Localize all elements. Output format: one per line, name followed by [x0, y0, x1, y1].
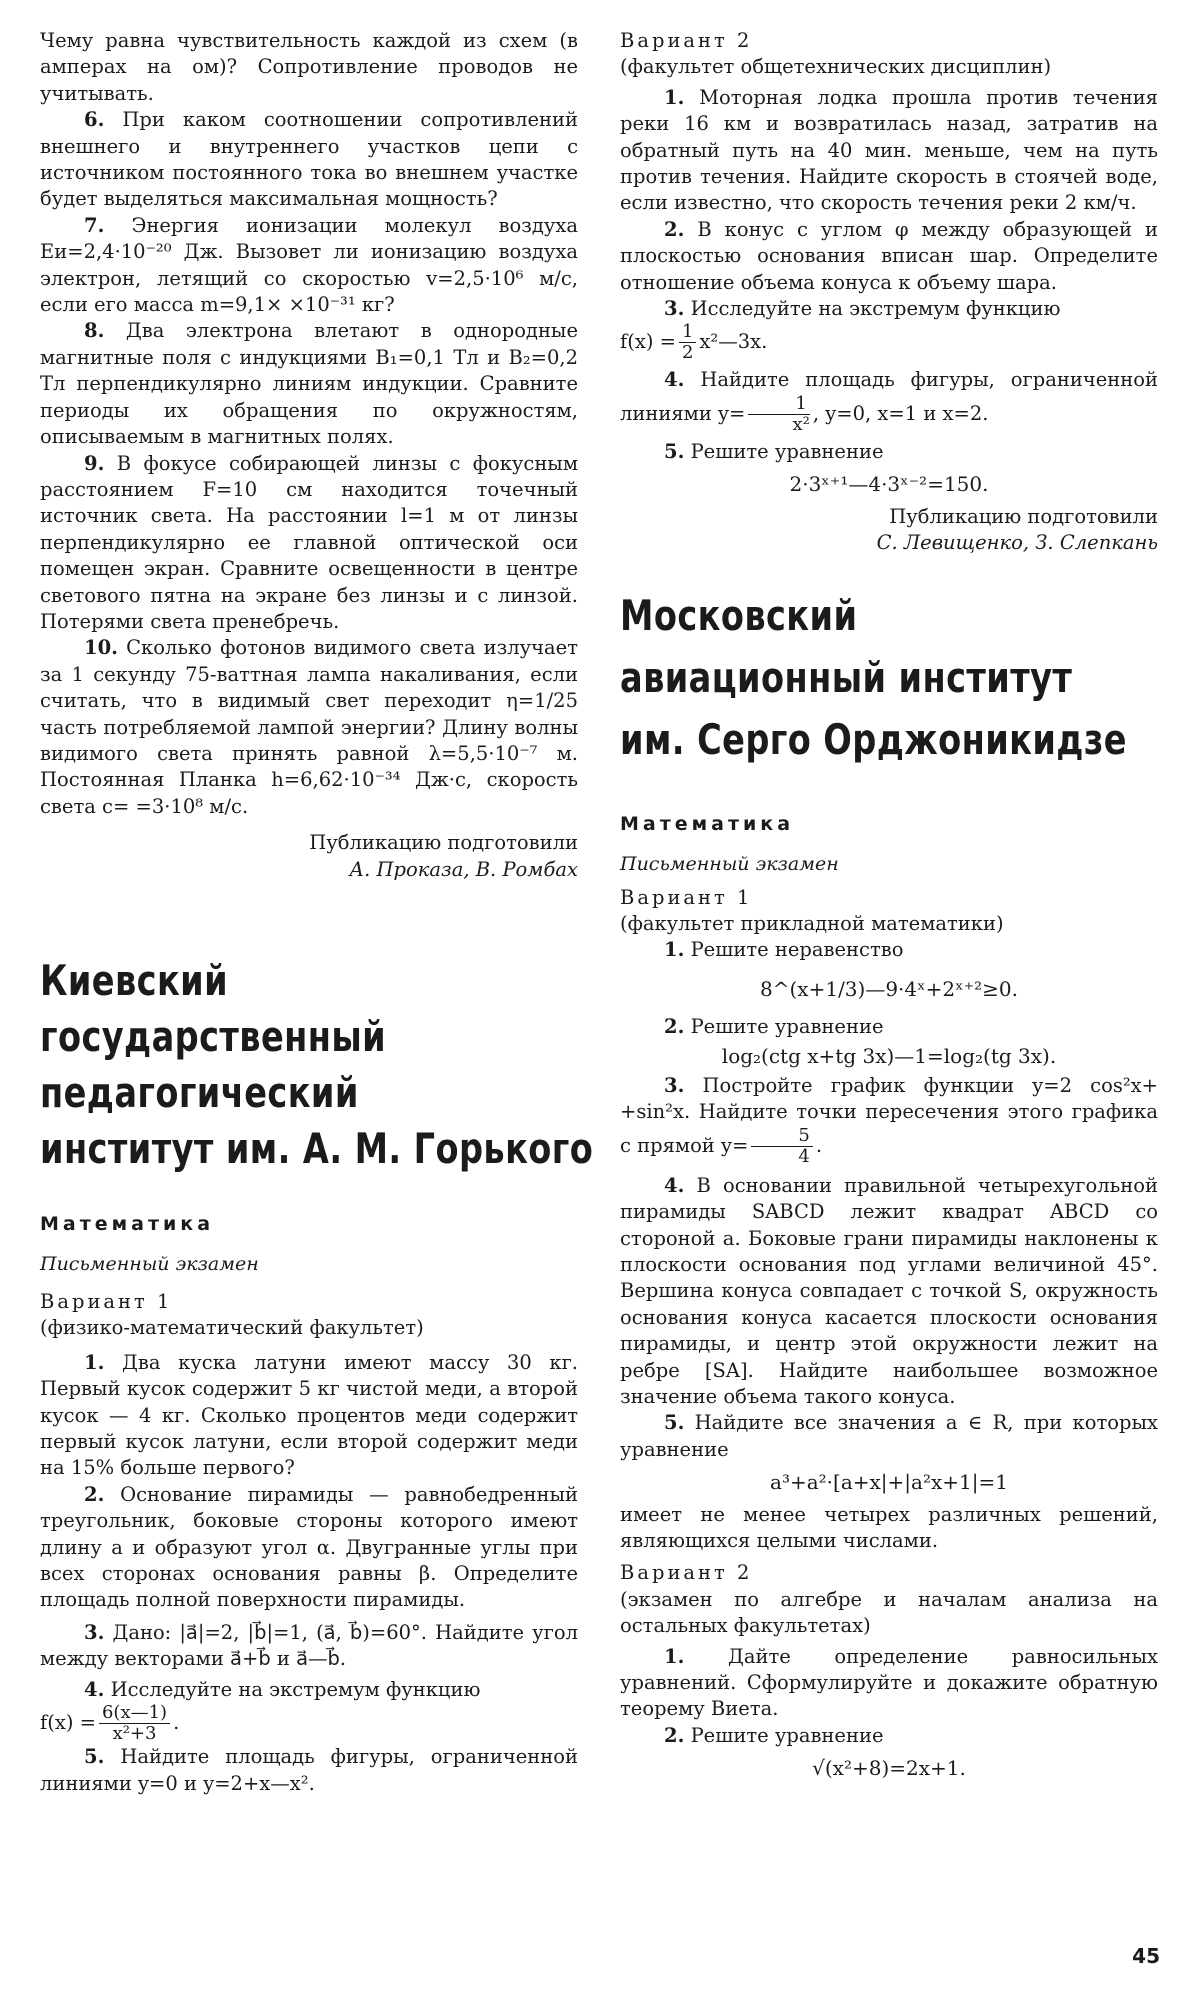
task-number: 1.	[664, 938, 685, 962]
credit-label: Публикацию подготовили	[889, 504, 1158, 528]
title-line: институт им. А. М. Горького	[40, 1124, 594, 1173]
task-4	[620, 367, 1158, 434]
fraction	[748, 394, 809, 435]
task-number: 3.	[664, 1073, 685, 1097]
task-text: Найдите все значения a ∈ R, при которых уравнение	[620, 1411, 1158, 1461]
task-text: Дано: |a⃗|=2, |b⃗|=1, (a⃗, b⃗)=60°. Найдите угол между векторами a⃗+b⃗ и a⃗—b⃗.	[40, 1620, 578, 1671]
task-4	[620, 1173, 1158, 1411]
task-1	[620, 1644, 1158, 1723]
task-4-formula: f(x) = $\frac{6(x—1)}{\text{x²+3}}$ .	[40, 1702, 180, 1745]
task-number: 1.	[664, 1644, 685, 1668]
denominator: 4	[798, 1145, 810, 1167]
task-text: В основании правильной четырехугольной пирамиды SABCD лежит квадрат ABCD со стороной a. Боковые грани пирамиды наклонены к плоскости основания под углами величиной 45°. Вершина конуса совпадает с точкой S, окружность основания конуса касается плоскости основания пирамиды, и центр этой окружности лежит на ребре [SA]. Найдите наибольшее возможное значение объема такого конуса.	[620, 1173, 1158, 1408]
task-text: Два куска латуни имеют массу 30 кг. Первый кусок содержит 5 кг чистой меди, а второй кусок — 4 кг. Сколько процентов меди содержит первый кусок латуни, если второй содержит меди на 15% больше первого?	[40, 1350, 578, 1480]
numerator: 1	[748, 394, 809, 415]
problem-number: 10.	[84, 636, 118, 660]
variant-heading: Вариант 2	[620, 1561, 753, 1585]
institute-title	[620, 585, 1158, 771]
fraction	[751, 1126, 812, 1167]
denominator: x²+3	[112, 1723, 157, 1745]
formula-rest: .	[815, 1133, 823, 1157]
task-5	[40, 1744, 578, 1797]
task-text: Решите уравнение	[690, 1723, 884, 1747]
task-number: 5.	[84, 1745, 105, 1769]
numerator: 5	[751, 1126, 812, 1147]
task-number: 5.	[664, 439, 685, 463]
task-text: Найдите площадь фигуры, ограниченной линиями y=0 и y=2+x—x².	[40, 1745, 578, 1795]
task-1	[620, 937, 1158, 963]
task-2	[40, 1482, 578, 1614]
task-5-continuation: имеет не менее четырех различных решений, являющихся целыми числами.	[620, 1502, 1158, 1553]
task-2	[620, 1014, 1158, 1040]
exam-heading: Письменный экзамен	[40, 1253, 259, 1275]
task-1	[620, 85, 1158, 217]
task-text: Моторная лодка прошла против течения реки 16 км и возвратилась назад, затратив на обратный путь на 40 мин. меньше, чем на путь против течения. Найдите скорость в стоячей воде, если известно, что скорость течения реки 2 км/ч.	[620, 85, 1158, 215]
credit-names: С. Левищенко, З. Слепкань	[876, 531, 1158, 555]
equation: √(x²+8)=2x+1.	[812, 1756, 966, 1781]
faculty-label: (факультет прикладной математики)	[620, 911, 1004, 935]
task-5	[620, 1410, 1158, 1463]
left-column	[40, 28, 594, 1797]
task-text: Исследуйте на экстремум функцию	[690, 297, 1061, 321]
task-text: Дайте определение равносильных уравнений. Сформулируйте и докажите обратную теорему Виета.	[620, 1644, 1158, 1721]
problem-9	[40, 451, 578, 636]
problem-text: В фокусе собирающей линзы с фокусным расстоянием F=10 см находится точечный источник света. На расстоянии l=1 м от линзы перпендикулярно ее главной оптической оси помещен экран. Сравните освещенности в центре светового пятна на экране без линзы и с линзой. Потерями света пренебречь.	[40, 451, 578, 633]
denominator: x²	[792, 413, 810, 435]
task-1	[40, 1350, 578, 1482]
task-number: 1.	[84, 1350, 105, 1374]
title-line: авиационный институт	[620, 652, 1073, 702]
problem-number: 9.	[84, 451, 105, 475]
problem-text: Два электрона влетают в однородные магнитные поля с индукциями B₁=0,1 Тл и B₂=0,2 Тл перпендикулярно линиям индукции. Сравните периоды их обращения по окружностям, описываемым в магнитных полях.	[40, 319, 578, 449]
variant-heading: Вариант 1	[40, 1290, 173, 1313]
problem-8	[40, 318, 578, 450]
title-line: педагогический	[40, 1068, 359, 1117]
title-line: Московский	[620, 590, 858, 640]
task-3-formula	[620, 322, 1158, 363]
faculty-label: (факультет общетехнических дисциплин)	[620, 55, 1052, 79]
right-column	[620, 28, 1158, 1788]
formula-rest: x²—3x.	[699, 330, 768, 354]
variant-heading: Вариант 2	[620, 29, 753, 52]
equation: a³+a²·[a+x|+|a²x+1|=1	[770, 1470, 1008, 1495]
institute-title	[40, 953, 594, 1177]
variant-heading: Вариант 1	[620, 885, 753, 909]
task-2	[620, 1723, 1158, 1749]
faculty-label: (физико-математический факультет)	[40, 1316, 424, 1340]
title-line: Киевский	[40, 956, 229, 1005]
task-3	[620, 1073, 1158, 1167]
task-text: Решите уравнение	[690, 439, 884, 463]
problem-text: Сколько фотонов видимого света излучает за 1 секунду 75-ваттная лампа накаливания, если считать, что в видимый свет переходит η=1/25 часть потребляемой лампой энергии? Длину волны видимого света принять равной λ=5,5·10⁻⁷ м. Постоянная Планка h=6,62·10⁻³⁴ Дж·с, скорость света c= =3·10⁸ м/с.	[40, 636, 578, 818]
task-text: Решите неравенство	[690, 938, 904, 962]
fraction	[99, 1703, 170, 1744]
problem-7	[40, 213, 578, 319]
task-number: 1.	[664, 85, 685, 109]
task-number: 3.	[664, 297, 685, 321]
title-line: им. Серго Орджоникидзе	[620, 714, 1127, 764]
problem-text: Энергия ионизации молекул воздуха Еи=2,4·10⁻²⁰ Дж. Вызовет ли ионизацию воздуха электрон, летящий со скоростью v=2,5·10⁶ м/с, если его масса m=9,1× ×10⁻³¹ кг?	[40, 213, 578, 317]
equation: log₂(ctg x+tg 3x)—1=log₂(tg 3x).	[721, 1043, 1057, 1068]
task-number: 4.	[84, 1677, 105, 1701]
function-label: f(x) =	[620, 330, 676, 354]
page-number: 45	[1132, 1944, 1160, 1968]
section-heading: Математика	[40, 1213, 215, 1235]
task-number: 3.	[84, 1620, 105, 1644]
exam-heading: Письменный экзамен	[620, 852, 839, 875]
problem-number: 7.	[84, 213, 105, 237]
task-number: 5.	[664, 1411, 685, 1435]
problem-text: При каком соотношении сопротивлений внешнего и внутреннего участков цепи с источником постоянного тока во внешнем участке будет выделяться максимальная мощность?	[40, 108, 578, 211]
task-number: 4.	[664, 1173, 685, 1197]
problem-number: 6.	[84, 108, 105, 132]
task-2	[620, 217, 1158, 296]
numerator: 6(x—1)	[99, 1703, 170, 1724]
task-3	[620, 296, 1158, 322]
task-3	[40, 1620, 578, 1673]
task-text: Исследуйте на экстремум функцию	[110, 1677, 481, 1701]
denominator: 2	[681, 342, 694, 364]
problem-6	[40, 107, 578, 213]
formula-rest: , y=0, x=1 и x=2.	[812, 401, 989, 425]
faculty-label: (экзамен по алгебре и началам анализа на остальных факультетах)	[620, 1587, 1158, 1638]
task-text: Постройте график функции y=2 cos²x+ +sin²x. Найдите точки пересечения этого графика с прямой y=	[620, 1073, 1158, 1157]
task-text: Найдите площадь фигуры, ограниченной линиями y=	[620, 368, 1158, 425]
credit-names: А. Проказа, В. Ромбах	[349, 857, 578, 881]
section-heading: Математика	[620, 812, 795, 835]
problem-10	[40, 635, 578, 820]
task-number: 4.	[664, 368, 685, 392]
fraction	[679, 322, 696, 363]
problem-number: 8.	[84, 319, 105, 343]
task-number: 2.	[664, 1723, 685, 1747]
task-number: 2.	[664, 217, 685, 241]
task-number: 2.	[664, 1015, 685, 1039]
task-5	[620, 439, 1158, 465]
numerator: 1	[679, 322, 696, 343]
function-label: f(x) =	[40, 1711, 96, 1735]
title-line: государственный	[40, 1012, 387, 1061]
task-number: 2.	[84, 1482, 105, 1506]
task-text: В конус с углом φ между образующей и плоскостью основания вписан шар. Определите отношение объема конуса к объему шара.	[620, 217, 1158, 294]
task-text: Основание пирамиды — равнобедренный треугольник, боковые стороны которого имеют длину a и образуют угол α. Двугранные углы при всех сторонах основания равны β. Определите площадь полной поверхности пирамиды.	[40, 1482, 578, 1612]
equation: 8^(x+1/3)—9·4ˣ+2ˣ⁺²≥0.	[760, 976, 1018, 1001]
credit-label: Публикацию подготовили	[309, 831, 578, 855]
task-text: Решите уравнение	[690, 1015, 884, 1039]
intro-paragraph: Чему равна чувствительность каждой из схем (в амперах на ом)? Сопротивление проводов не учитывать.	[40, 29, 578, 105]
equation: 2·3ˣ⁺¹—4·3ˣ⁻²=150.	[789, 472, 989, 497]
task-4	[40, 1677, 578, 1703]
